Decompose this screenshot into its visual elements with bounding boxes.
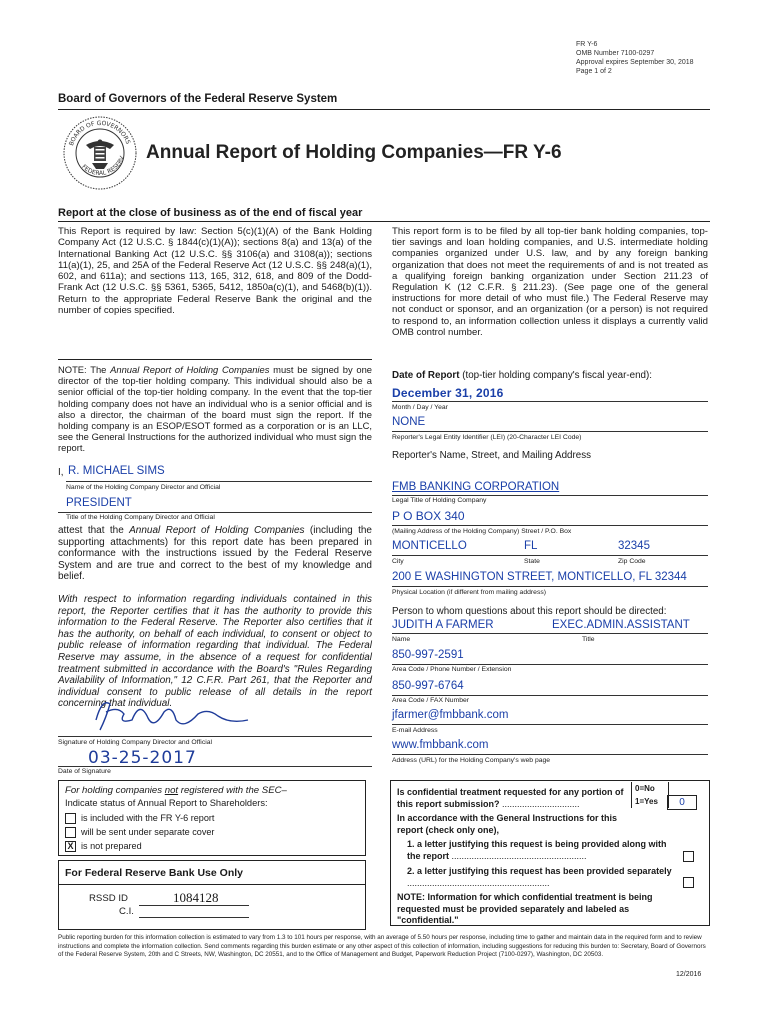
date-format-label: Month / Day / Year xyxy=(392,404,448,411)
note-italic: Annual Report of Holding Companies xyxy=(110,364,270,375)
confidential-note: NOTE: Information for which confidential treatment is being requested must be provided separately and labeled as "confidential." xyxy=(397,892,653,925)
confidential-q1: Is confidential treatment requested for any portion of this report submission? xyxy=(397,787,624,809)
signer-title[interactable]: PRESIDENT xyxy=(66,497,132,509)
physical-location[interactable]: 200 E WASHINGTON STREET, MONTICELLO, FL 32344 xyxy=(392,571,687,583)
underline xyxy=(392,525,708,526)
code-legend-frame xyxy=(631,782,669,808)
signer-name-label: Name of the Holding Company Director and Official xyxy=(66,484,221,491)
filer-eligibility-paragraph: This report form is to be filed by all top-tier bank holding companies, top-tier savings and loan holding companies, and U.S. intermediate holding companies organized under U.S. law, and by any foreign banking organization that does not meet the requirements of and is not treated as a qualifying foreign banking organization under Section 211.23 of Regulation K (12 C.F.R. § 211.23). (See page one of the general instructions for more detail of who must file.) The Federal Reserve may not conduct or sponsor, and an organization (or a person) is not required to respond to, an information collection unless it displays a currently valid OMB control number. xyxy=(392,226,708,338)
option-separate-label: will be sent under separate cover xyxy=(81,827,215,837)
state-label: State xyxy=(524,558,540,565)
date-of-report-heading xyxy=(392,370,652,381)
company-name[interactable]: FMB BANKING CORPORATION xyxy=(392,481,560,493)
contact-name[interactable]: JUDITH A FARMER xyxy=(392,619,494,631)
underline xyxy=(392,555,708,556)
po-box-label: (Mailing Address of the Holding Company) Street / P.O. Box xyxy=(392,528,572,535)
omb-number: OMB Number 7100-0297 xyxy=(576,50,655,57)
handwritten-signature xyxy=(88,690,258,740)
option-not-prepared-checkbox[interactable]: X xyxy=(65,841,76,852)
fed-use-box xyxy=(58,860,366,930)
company-label: Legal Title of Holding Company xyxy=(392,497,487,504)
option-included-checkbox[interactable] xyxy=(65,813,76,824)
lei-value[interactable]: NONE xyxy=(392,416,426,428)
divider xyxy=(58,221,710,222)
divider xyxy=(58,109,710,110)
eagle-icon xyxy=(86,140,114,170)
signer-prefix: I, xyxy=(58,467,64,478)
sec-line1-a: For holding companies xyxy=(65,785,165,796)
divider xyxy=(59,884,365,885)
confidential-question xyxy=(397,787,629,810)
option-included-label: is included with the FR Y-6 report xyxy=(81,813,215,823)
item2-dots: ......................................................... xyxy=(407,877,550,888)
confidential-answer-field[interactable]: 0 xyxy=(667,795,697,810)
website[interactable]: www.fmbbank.com xyxy=(392,739,489,751)
underline xyxy=(392,633,708,634)
underline xyxy=(392,431,708,432)
no-code-label: 0=No xyxy=(635,784,655,793)
item2-text: 2. a letter justifying this request has been provided separately xyxy=(407,866,672,876)
underline xyxy=(392,754,708,755)
seal-outer-text: BOARD OF GOVERNORS xyxy=(68,119,132,147)
date-label-rest: (top-tier holding company's fiscal year-end): xyxy=(459,370,652,381)
page-number: Page 1 of 2 xyxy=(576,68,612,75)
underline xyxy=(139,917,249,918)
phone[interactable]: 850-997-2591 xyxy=(392,649,464,661)
fed-use-title: For Federal Reserve Bank Use Only xyxy=(65,867,243,879)
underline xyxy=(58,766,372,767)
attest-italic: Annual Report of Holding Companies xyxy=(129,525,305,536)
signer-title-label: Title of the Holding Company Director and Official xyxy=(66,514,215,521)
contact-name-label: Name xyxy=(392,636,411,643)
date-signed-label: Date of Signature xyxy=(58,768,111,775)
underline xyxy=(58,736,372,737)
contact-title-label: Title xyxy=(582,636,595,643)
rssd-value[interactable]: 1084128 xyxy=(173,890,219,905)
zip-code[interactable]: 32345 xyxy=(618,540,650,552)
sec-line1 xyxy=(65,785,287,796)
board-name: Board of Governors of the Federal Reserve System xyxy=(58,93,338,105)
note-prefix: NOTE: The xyxy=(58,364,111,375)
attest-b: (including the supporting attachments) for this report date has been prepared in conformance with the instructions issued by the Federal Reserve System and are true and correct to the best of my knowledge and belief. xyxy=(58,525,372,583)
divider xyxy=(58,359,372,360)
confidential-q1-dots: ............................... xyxy=(502,798,580,809)
info-consent-paragraph: With respect to information regarding individuals contained in this report, the Reporter certifies that it has the authority to provide this information to the Federal Reserve. The Reporter also certifies that it has the authority, on behalf of each individual, to consent or object to public release of information regarding that individual. The Federal Reserve may assume, in the absence of a request for confidential treatment submitted in accordance with the Board's "Rules Regarding Availability of Information," 12 C.F.R. Part 261, that the Reporter and individual consent to public release of all details in the report concerning that individual. xyxy=(58,594,372,710)
legal-authority-paragraph: This Report is required by law: Section 5(c)(1)(A) of the Bank Holding Company Act (12 U.S.C. § 1844(c)(1)(A)); sections 8(a) and 13(a) of the International Banking Act (12 U.S.C. §§ 3106(a) and 3108(a)); sections 11(a)(1), 25, and 25A of the Federal Reserve Act (12 U.S.C. §§ 248(a)(1), 602, and 611a); and sections 113, 165, 312, 618, and 809 of the Dodd-Frank Act (12 U.S.C. §§ 5361, 5365, 5412, 1850a(c)(1), and 5468(b)(1)). Return to the appropriate Federal Reserve Bank the original and the number of copies specified. xyxy=(58,226,372,317)
rssd-label: RSSD ID xyxy=(89,893,128,904)
yes-code-label: 1=Yes xyxy=(635,797,658,806)
report-date[interactable]: December 31, 2016 xyxy=(392,386,504,400)
website-label: Address (URL) for the Holding Company's web page xyxy=(392,757,551,764)
sec-line1-b: registered with the SEC– xyxy=(178,785,287,796)
option-not-prepared-label: is not prepared xyxy=(81,841,142,851)
underline xyxy=(66,481,372,482)
underline xyxy=(392,724,708,725)
sec-line2: Indicate status of Annual Report to Shareholders: xyxy=(65,798,268,808)
report-heading: Report at the close of business as of the end of fiscal year xyxy=(58,207,363,219)
ci-label: C.I. xyxy=(119,906,134,917)
letter-separate-checkbox[interactable] xyxy=(683,877,694,888)
underline xyxy=(58,512,372,513)
signer-name[interactable]: R. MICHAEL SIMS xyxy=(68,465,165,477)
fax[interactable]: 850-997-6764 xyxy=(392,680,464,692)
lei-label: Reporter's Legal Entity Identifier (LEI) (20-Character LEI Code) xyxy=(392,434,582,441)
po-box[interactable]: P O BOX 340 xyxy=(392,509,465,523)
option-separate-checkbox[interactable] xyxy=(65,827,76,838)
state[interactable]: FL xyxy=(524,540,538,552)
date-signed[interactable]: 03-25-2017 xyxy=(88,748,197,768)
letter-along-item xyxy=(407,839,675,862)
underline xyxy=(139,905,249,906)
form-revision-date: 12/2016 xyxy=(676,971,702,978)
underline xyxy=(392,586,708,587)
date-label-bold: Date of Report xyxy=(392,370,460,381)
form-header-info xyxy=(576,40,694,76)
city-label: City xyxy=(392,558,404,565)
burden-statement: Public reporting burden for this information collection is estimated to vary from 1.3 to 101 hours per response, with an average of 5.50 hours per response, including time to gather and maintain data in the required form and to review instructions and complete the information collection. Send comments regarding this burden estimate or any other aspect of this collection of information, including suggestions for reducing this burden to: Secretary, Board of Governors of the Federal Reserve System, 20th and C Streets, NW, Washington, DC 20551, and to the Office of Management and Budget, Paperwork Reduction Project (7100-0297), Washington, DC 20503. xyxy=(58,934,706,959)
physical-location-label: Physical Location (if different from mailing address) xyxy=(392,589,547,596)
underline xyxy=(392,695,708,696)
confidential-treatment-box xyxy=(390,780,710,926)
approval-expiry: Approval expires September 30, 2018 xyxy=(576,59,694,66)
form-code: FR Y-6 xyxy=(576,41,598,48)
page-title: Annual Report of Holding Companies—FR Y-6 xyxy=(146,142,562,163)
signature-label: Signature of Holding Company Director and Official xyxy=(58,739,213,746)
note-body: must be signed by one director of the top-tier holding company. This individual should also be a senior official of the top-tier holding company. In the event that the top-tier holding company does not have an individual who is a senior official and is also a director, the chairman of the board must sign the report. If the holding company is an ESOP/ESOT formed as a corporation or is an LLC, see the General Instructions for the authorized individual who must sign the report. xyxy=(58,364,373,454)
phone-label: Area Code / Phone Number / Extension xyxy=(392,666,512,673)
fax-label: Area Code / FAX Number xyxy=(392,697,470,704)
item1-dots: ...................................................... xyxy=(451,850,587,861)
federal-reserve-seal xyxy=(62,115,138,191)
item1-text: 1. a letter justifying this request is being provided along with the report xyxy=(407,839,667,861)
sec-line1-u: not xyxy=(164,785,179,796)
seal-bottom-text: FEDERAL RESERV xyxy=(80,155,126,178)
attest-a: attest that the xyxy=(58,525,130,536)
email-label: E-mail Address xyxy=(392,727,438,734)
underline xyxy=(392,495,708,496)
underline xyxy=(392,401,708,402)
letter-along-checkbox[interactable] xyxy=(683,851,694,862)
address-heading: Reporter's Name, Street, and Mailing Address xyxy=(392,450,591,461)
zip-label: Zip Code xyxy=(618,558,646,565)
city[interactable]: MONTICELLO xyxy=(392,540,467,552)
letter-separate-item xyxy=(407,866,675,889)
email[interactable]: jfarmer@fmbbank.com xyxy=(392,709,509,721)
confidential-q2: In accordance with the General Instructions for this report (check only one), xyxy=(397,813,618,835)
attestation-paragraph xyxy=(58,525,372,583)
contact-title[interactable]: EXEC.ADMIN.ASSISTANT xyxy=(552,619,690,631)
underline xyxy=(392,664,708,665)
signing-note xyxy=(58,364,372,454)
sec-status-box xyxy=(58,780,366,856)
contact-heading: Person to whom questions about this report should be directed: xyxy=(392,606,667,617)
